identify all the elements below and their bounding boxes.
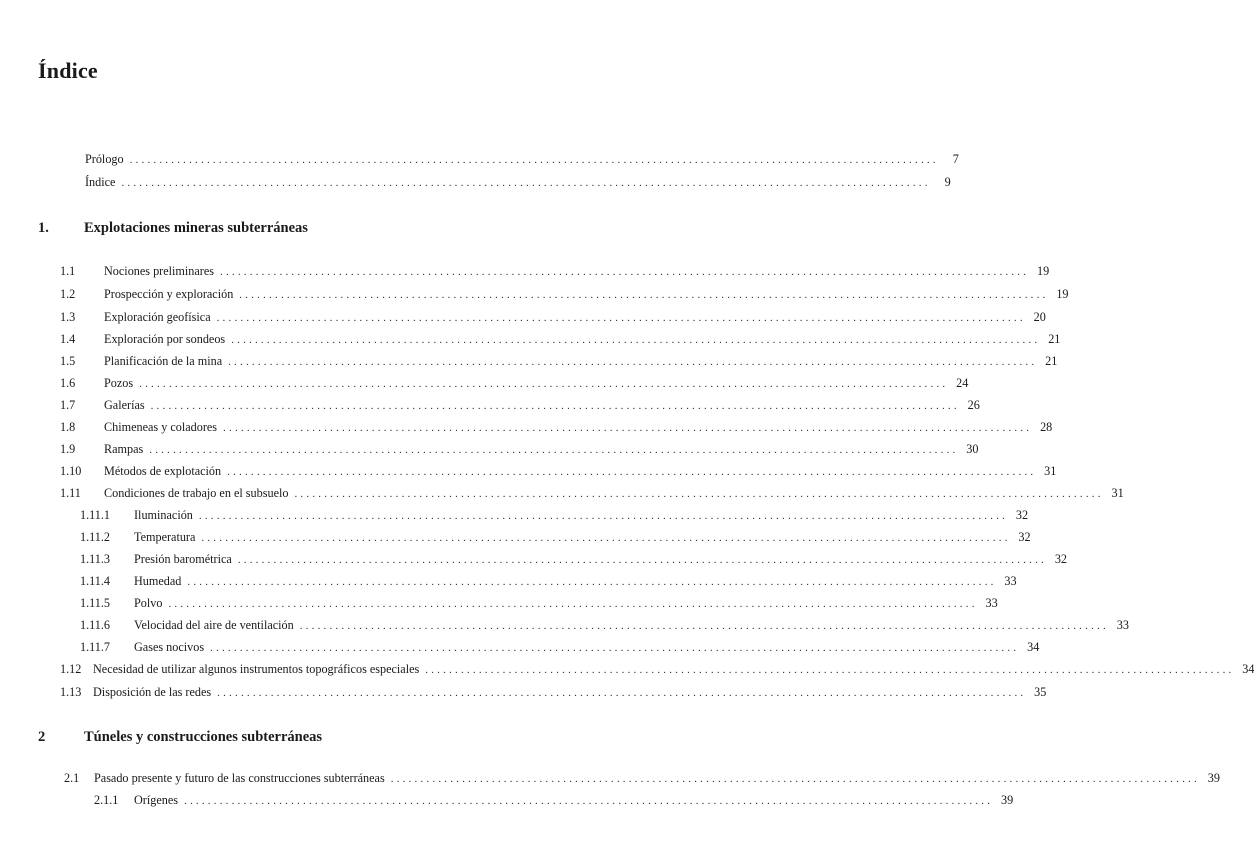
toc-entry-page: 30 [966,442,979,456]
toc-entry-page: 34 [1242,662,1254,676]
toc-entry-title: Disposición de las redes [93,685,212,699]
toc-entry-page: 28 [1040,420,1053,434]
dot-leader: ........................................................................................................................................ [239,289,1049,301]
toc-subentry[interactable] [0,528,1031,546]
toc-entry-title: Presión barométrica [134,552,232,566]
toc-entry-title: Gases nocivos [134,640,205,654]
toc-entry[interactable] [0,285,1069,303]
dot-leader: ........................................................................................................................................ [231,334,1041,346]
dot-leader: ........................................................................................................................................ [223,422,1033,434]
dot-leader: ........................................................................................................................................ [139,378,949,390]
toc-entry-title: Condiciones de trabajo en el subsuelo [104,486,289,500]
toc-entry[interactable] [0,440,979,458]
toc-entry[interactable] [0,418,1053,436]
toc-entry-title: Necesidad de utilizar algunos instrumentos topográficos especiales [93,662,420,676]
toc-entry-page: 9 [944,175,951,189]
toc-entry-number: 1.11 [60,486,81,500]
toc-entry-page: 24 [956,376,969,390]
toc-entry-title: Nociones preliminares [104,264,214,278]
toc-entry-title: Pozos [104,376,134,390]
dot-leader: ........................................................................................................................................ [150,400,960,412]
toc-subentry[interactable] [0,594,998,612]
toc-entry-page: 20 [1033,310,1046,324]
toc-entry[interactable] [0,769,1220,787]
toc-entry-title: Exploración por sondeos [104,332,226,346]
toc-entry-page: 31 [1044,464,1057,478]
toc-entry-page: 39 [1207,771,1220,785]
dot-leader: ........................................................................................................................................ [220,266,1030,278]
toc-entry-number: 2.1 [64,771,80,785]
toc-entry-number: 1.6 [60,376,76,390]
toc-entry[interactable] [0,374,969,392]
dot-leader: ........................................................................................................................................ [201,532,1011,544]
toc-entry-page: 32 [1018,530,1031,544]
toc-entry-number: 1.11.6 [80,618,111,632]
toc-entry[interactable] [0,683,1047,701]
toc-subentry[interactable] [0,638,1040,656]
toc-entry-indice[interactable] [0,173,951,191]
toc-entry-number: 1.11.4 [80,574,111,588]
toc-entry-title: Pasado presente y futuro de las construcciones subterráneas [94,771,385,785]
dot-leader: ........................................................................................................................................ [129,154,939,166]
dot-leader: ........................................................................................................................................ [425,664,1235,676]
toc-subentry[interactable] [0,506,1029,524]
toc-entry[interactable] [0,462,1057,480]
toc-entry-title: Exploración geofísica [104,310,211,324]
toc-entry[interactable] [0,308,1046,326]
toc-entry-page: 34 [1027,640,1040,654]
dot-leader: ........................................................................................................................................ [198,510,1009,522]
toc-entry-page: 39 [1001,793,1014,807]
dot-leader: ........................................................................................................................................ [299,620,1109,632]
chapter-heading[interactable] [0,727,600,747]
dot-leader: ........................................................................................................................................ [217,687,1027,699]
dot-leader: ........................................................................................................................................ [121,177,931,189]
dot-leader: ........................................................................................................................................ [210,642,1020,654]
toc-entry-title: Prólogo [85,152,124,166]
dot-leader: ........................................................................................................................................ [294,488,1104,500]
dot-leader: ........................................................................................................................................ [227,466,1037,478]
toc-entry-page: 32 [1054,552,1068,566]
toc-entry-number: 1.4 [60,332,76,346]
dot-leader: ........................................................................................................................................ [168,598,978,610]
toc-subentry[interactable] [0,550,1068,568]
toc-entry-page: 21 [1048,332,1061,346]
toc-entry-title: Velocidad del aire de ventilación [134,618,294,632]
toc-entry[interactable] [0,330,1061,348]
toc-entry-page: 7 [952,152,959,166]
toc-entry-page: 19 [1037,264,1050,278]
toc-entry-page: 21 [1045,354,1058,368]
toc-entry-title: Humedad [134,574,182,588]
toc-entry-number: 1.8 [60,420,76,434]
toc-entry-number: 1.5 [60,354,76,368]
toc-entry[interactable] [0,660,1254,678]
toc-entry-title: Métodos de explotación [104,464,222,478]
toc-entry-title: Orígenes [134,793,178,807]
toc-entry-number: 1.11.2 [80,530,111,544]
toc-entry-number: 1.11.5 [80,596,111,610]
toc-entry-number: 1.7 [60,398,76,412]
dot-leader: ........................................................................................................................................ [184,795,994,807]
toc-entry-page: 33 [1004,574,1017,588]
toc-entry-page: 33 [985,596,998,610]
toc-subentry[interactable] [0,616,1129,634]
toc-entry-number: 1.11.7 [80,640,111,654]
toc-entry-title: Chimeneas y coladores [104,420,218,434]
toc-entry-number: 1.2 [60,287,76,301]
dot-leader: ........................................................................................................................................ [390,773,1200,785]
chapter-title: Explotaciones mineras subterráneas [84,220,308,236]
toc-entry-page: 33 [1116,618,1129,632]
toc-entry-number: 2.1.1 [94,793,119,807]
dot-leader: ........................................................................................................................................ [187,576,997,588]
toc-entry-title: Índice [85,175,116,189]
toc-entry-title: Polvo [134,596,163,610]
toc-entry-page: 31 [1111,486,1124,500]
dot-leader: ........................................................................................................................................ [149,444,959,456]
dot-leader: ........................................................................................................................................ [228,356,1038,368]
toc-entry-page: 35 [1034,685,1047,699]
dot-leader: ........................................................................................................................................ [237,554,1048,566]
toc-entry-title: Rampas [104,442,144,456]
toc-entry[interactable] [0,396,980,414]
toc-entry-number: 1.10 [60,464,82,478]
toc-subentry[interactable] [0,791,1014,809]
chapter-title: Túneles y construcciones subterráneas [84,729,323,745]
toc-entry-title: Prospección y exploración [104,287,234,301]
toc-entry-number: 1.11.3 [80,552,111,566]
toc-entry-prologo[interactable] [0,150,959,168]
toc-entry-title: Galerías [104,398,145,412]
toc-entry-number: 1.3 [60,310,76,324]
page-title: Índice [38,58,98,83]
toc-subentry[interactable] [0,572,1017,590]
dot-leader: ........................................................................................................................................ [216,312,1026,324]
toc-entry-number: 1.12 [60,662,82,676]
toc-entry-number: 1.13 [60,685,82,699]
toc-entry-title: Planificación de la mina [104,354,223,368]
chapter-number: 2 [38,729,46,745]
toc-entry-title: Iluminación [134,508,193,522]
chapter-heading[interactable] [0,218,600,238]
toc-entry-number: 1.1 [60,264,76,278]
toc-entry[interactable] [0,262,1050,280]
toc-entry-page: 26 [967,398,980,412]
toc-entry-page: 32 [1015,508,1029,522]
chapter-number: 1. [38,220,49,236]
toc-entry[interactable] [0,352,1058,370]
toc-entry-number: 1.9 [60,442,76,456]
toc-entry-number: 1.11.1 [80,508,111,522]
toc-entry-page: 19 [1056,287,1069,301]
toc-entry[interactable] [0,484,1124,502]
toc-entry-title: Temperatura [134,530,196,544]
